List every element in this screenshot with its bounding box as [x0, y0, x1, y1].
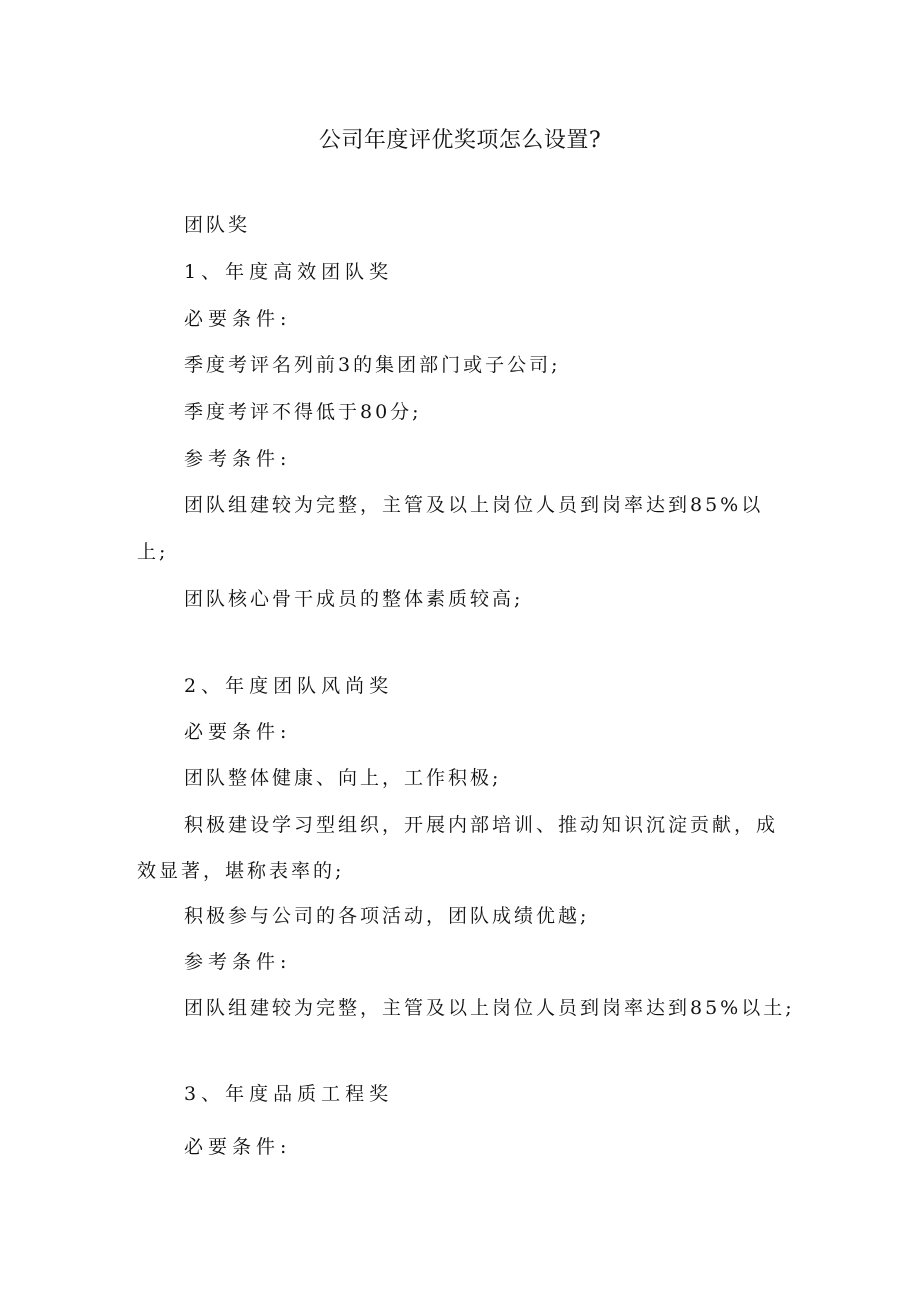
award-2-required-item-1: 团队整体健康、向上，工作积极; — [184, 767, 502, 789]
award-1-reference-item-1-cont: 上; — [137, 541, 169, 563]
award-3-required-label: 必要条件: — [184, 1136, 292, 1158]
document-title: 公司年度评优奖项怎么设置? — [318, 128, 602, 153]
award-2-required-item-3: 积极参与公司的各项活动，团队成绩优越; — [184, 905, 590, 927]
award-2-required-label: 必要条件: — [184, 721, 292, 743]
award-1-heading: 1、年度高效团队奖 — [184, 261, 394, 283]
award-2-heading: 2、年度团队风尚奖 — [184, 675, 394, 697]
award-2-reference-label: 参考条件: — [184, 951, 292, 973]
award-1-reference-item-2: 团队核心骨干成员的整体素质较高; — [184, 588, 524, 610]
award-3-heading: 3、年度品质工程奖 — [184, 1083, 394, 1105]
award-1-required-item-2: 季度考评不得低于80分; — [184, 401, 422, 423]
award-2-reference-item-1: 团队组建较为完整，主管及以上岗位人员到岗率达到85%以土; — [184, 997, 795, 1019]
award-1-reference-item-1: 团队组建较为完整，主管及以上岗位人员到岗率达到85%以 — [184, 494, 764, 516]
award-2-required-item-2-cont: 效显著，堪称表率的; — [137, 860, 345, 882]
award-2-required-item-2: 积极建设学习型组织，开展内部培训、推动知识沉淀贡献，成 — [184, 814, 779, 836]
award-1-required-item-1: 季度考评名列前3的集团部门或子公司; — [184, 354, 561, 376]
section-heading-team-award: 团队奖 — [184, 214, 251, 236]
award-1-reference-label: 参考条件: — [184, 448, 292, 470]
award-1-required-label: 必要条件: — [184, 308, 292, 330]
